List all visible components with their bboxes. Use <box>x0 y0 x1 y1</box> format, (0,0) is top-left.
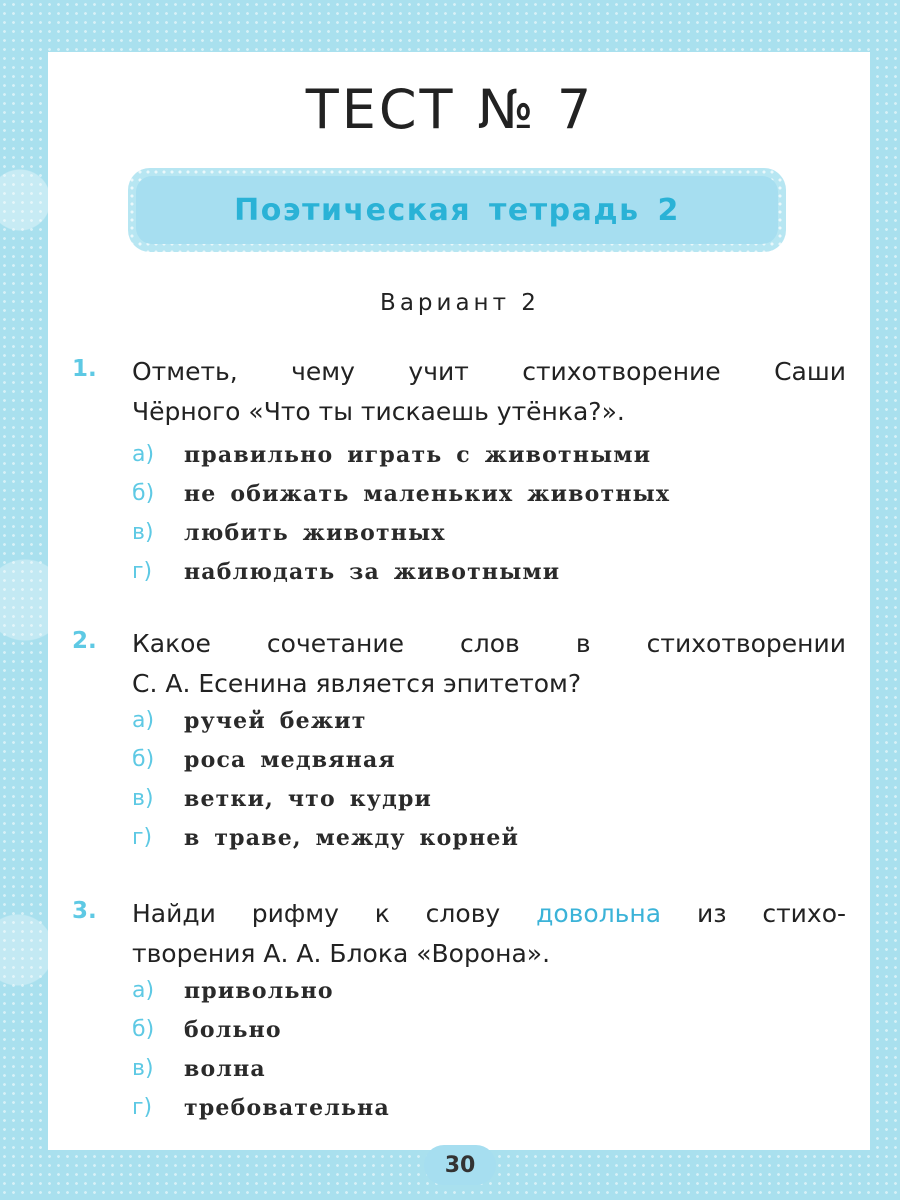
question-line: Какое сочетание слов в стихотворении <box>132 629 846 658</box>
answer-letter: в) <box>132 1056 154 1081</box>
page-number: 30 <box>424 1145 496 1185</box>
answer-text: правильно играть с животными <box>184 442 652 468</box>
question-text <box>132 894 846 974</box>
answer-letter: а) <box>132 978 155 1003</box>
answer-letter: г) <box>132 559 153 584</box>
answer-text: ручей бежит <box>184 708 367 734</box>
answer-text: ветки, что кудри <box>184 786 433 812</box>
answer-text: роса медвяная <box>184 747 396 773</box>
answer-letter: г) <box>132 1095 153 1120</box>
variant-label: Вариант 2 <box>380 290 540 316</box>
question-line: С. А. Есенина является эпитетом? <box>132 669 582 698</box>
title-number: № 7 <box>477 78 595 141</box>
answer-letter: а) <box>132 708 155 733</box>
answer-text: в траве, между корней <box>184 825 520 851</box>
answer-text: привольно <box>184 978 334 1004</box>
answer-letter: в) <box>132 786 154 811</box>
title-word: ТЕСТ <box>305 78 456 141</box>
answer-text: требовательна <box>184 1095 390 1121</box>
page-title <box>0 78 900 141</box>
answer-text: больно <box>184 1017 282 1043</box>
answer-letter: б) <box>132 1017 155 1042</box>
question-number: 2. <box>72 628 97 654</box>
question-line: Чёрного «Что ты тискаешь утёнка?». <box>132 397 625 426</box>
answer-letter: б) <box>132 481 155 506</box>
answer-text: волна <box>184 1056 266 1082</box>
question-line: творения А. А. Блока «Ворона». <box>132 939 551 968</box>
keyword-highlight: довольна <box>536 899 662 928</box>
question-line: Отметь, чему учит стихотворение Саши <box>132 357 846 386</box>
answer-letter: в) <box>132 520 154 545</box>
question-text <box>132 624 846 704</box>
question-number: 3. <box>72 898 97 924</box>
answer-letter: г) <box>132 825 153 850</box>
topic-banner <box>128 168 786 252</box>
question-line: Найди рифму к слову довольна из стихо- <box>132 899 847 928</box>
answer-text: наблюдать за животными <box>184 559 561 585</box>
answer-text: не обижать маленьких животных <box>184 481 671 507</box>
topic-title: Поэтическая тетрадь 2 <box>234 192 680 228</box>
answer-letter: а) <box>132 442 155 467</box>
question-text <box>132 352 846 432</box>
answer-text: любить животных <box>184 520 446 546</box>
answer-letter: б) <box>132 747 155 772</box>
question-number: 1. <box>72 356 97 382</box>
